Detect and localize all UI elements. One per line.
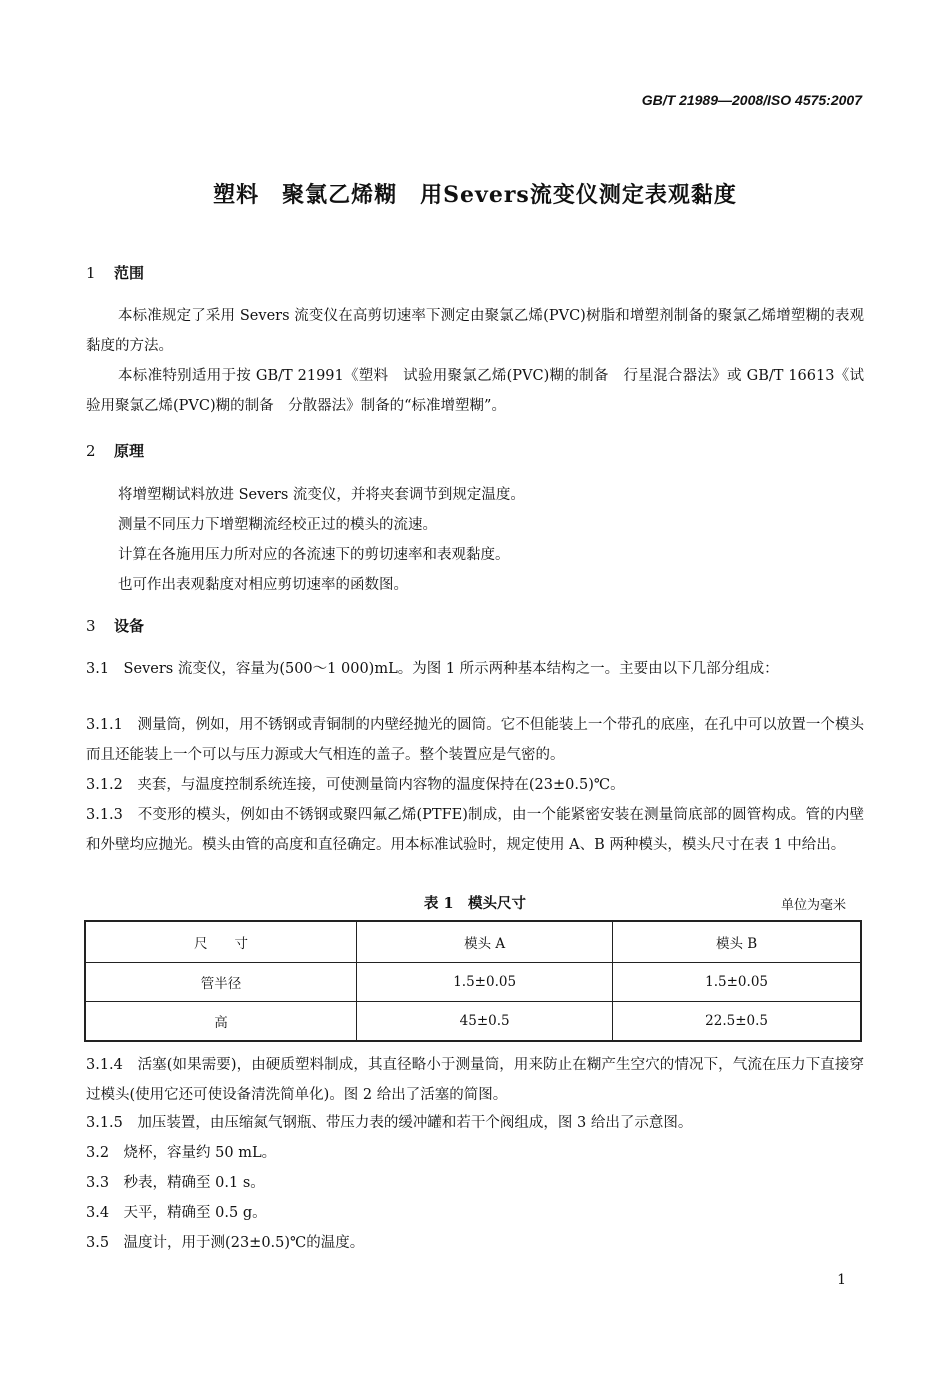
paragraph: 本标准特别适用于按 GB/T 21991《塑料 试验用聚氯乙烯(PVC)糊的制备 行星混合器法》或 GB/T 16613《试验用聚氯乙烯(PVC)糊的制备 分散器法》制备的“标准增塑糊”。: [86, 368, 864, 414]
clause-3-1-3: 3.1.3 不变形的模头，例如由不锈钢或聚四氟乙烯(PTFE)制成，由一个能紧密安装在测量筒底部的圆管构成。管的内壁和外壁均应抛光。模头由管的高度和直径确定。用本标准试验时，规定使用 A、B 两种模头，模头尺寸在表 1 中给出。: [86, 807, 864, 853]
clause-3-4: 3.4 天平，精确至 0.5 g。: [86, 1205, 267, 1221]
table-cell: 管半径: [85, 963, 357, 1002]
section-title: 设备: [114, 617, 145, 635]
section-number: 3: [86, 617, 96, 635]
table-header-cell: 模头 B: [613, 921, 861, 963]
section-title: 原理: [114, 442, 145, 460]
section-number: 2: [86, 442, 96, 460]
table-header-row: [85, 921, 861, 963]
clause-3-1-1: 3.1.1 测量筒，例如，用不锈钢或青铜制的内壁经抛光的圆筒。它不但能装上一个带孔的底座，在孔中可以放置一个模头而且还能装上一个可以与压力源或大气相连的盖子。整个装置应是气密的。: [86, 717, 864, 763]
clause-3-3: 3.3 秒表，精确至 0.1 s。: [86, 1175, 265, 1191]
page-number: 1: [837, 1272, 846, 1288]
table-header-cell: 尺 寸: [85, 921, 357, 963]
clause-3-5: 3.5 温度计，用于测(23±0.5)℃的温度。: [86, 1235, 365, 1251]
table-cell: 1.5±0.05: [613, 963, 861, 1002]
table-cell: 22.5±0.5: [613, 1002, 861, 1042]
paragraph: 本标准规定了采用 Severs 流变仪在高剪切速率下测定由聚氯乙烯(PVC)树脂和增塑剂制备的聚氯乙烯增塑糊的表观黏度的方法。: [86, 308, 864, 354]
standard-code: GB/T 21989—2008/ISO 4575:2007: [641, 92, 862, 108]
principle-line: 测量不同压力下增塑糊流经校正过的模头的流速。: [118, 517, 437, 533]
principle-line: 计算在各施用压力所对应的各流速下的剪切速率和表观黏度。: [118, 547, 510, 563]
clause-3-1-2: 3.1.2 夹套，与温度控制系统连接，可使测量筒内容物的温度保持在(23±0.5)℃。: [86, 777, 625, 793]
clause-3-1: 3.1 Severs 流变仪，容量为(500～1 000)mL。为图 1 所示两种基本结构之一。主要由以下几部分组成：: [86, 661, 779, 677]
section-2-heading: [86, 440, 144, 461]
table-header-cell: 模头 A: [357, 921, 613, 963]
section-title: 范围: [114, 264, 145, 282]
clause-3-1-4: 3.1.4 活塞(如果需要)，由硬质塑料制成，其直径略小于测量筒，用来防止在糊产生空穴的情况下，气流在压力下直接穿过模头(使用它还可使设备清洗简单化)。图 2 给出了活塞的简图。: [86, 1057, 864, 1103]
table-row: [85, 1002, 861, 1042]
clause-3-2: 3.2 烧杯，容量约 50 mL。: [86, 1145, 277, 1161]
clause-3-1-5: 3.1.5 加压装置，由压缩氮气钢瓶、带压力表的缓冲罐和若干个阀组成，图 3 给出了示意图。: [86, 1115, 693, 1131]
section-1-heading: [86, 262, 144, 283]
table-caption: 表 1 模头尺寸: [423, 895, 527, 912]
table-cell: 高: [85, 1002, 357, 1042]
section-number: 1: [86, 264, 96, 282]
page-title: 塑料 聚氯乙烯糊 用Severs流变仪测定表观黏度: [213, 182, 737, 208]
table-cell: 45±0.5: [357, 1002, 613, 1042]
principle-line: 将增塑糊试料放进 Severs 流变仪，并将夹套调节到规定温度。: [118, 487, 525, 503]
table-unit: 单位为毫米: [780, 898, 846, 913]
table-cell: 1.5±0.05: [357, 963, 613, 1002]
section-3-heading: [86, 615, 144, 636]
table-row: [85, 963, 861, 1002]
principle-line: 也可作出表观黏度对相应剪切速率的函数图。: [118, 577, 408, 593]
die-dimensions-table: [84, 920, 862, 1042]
